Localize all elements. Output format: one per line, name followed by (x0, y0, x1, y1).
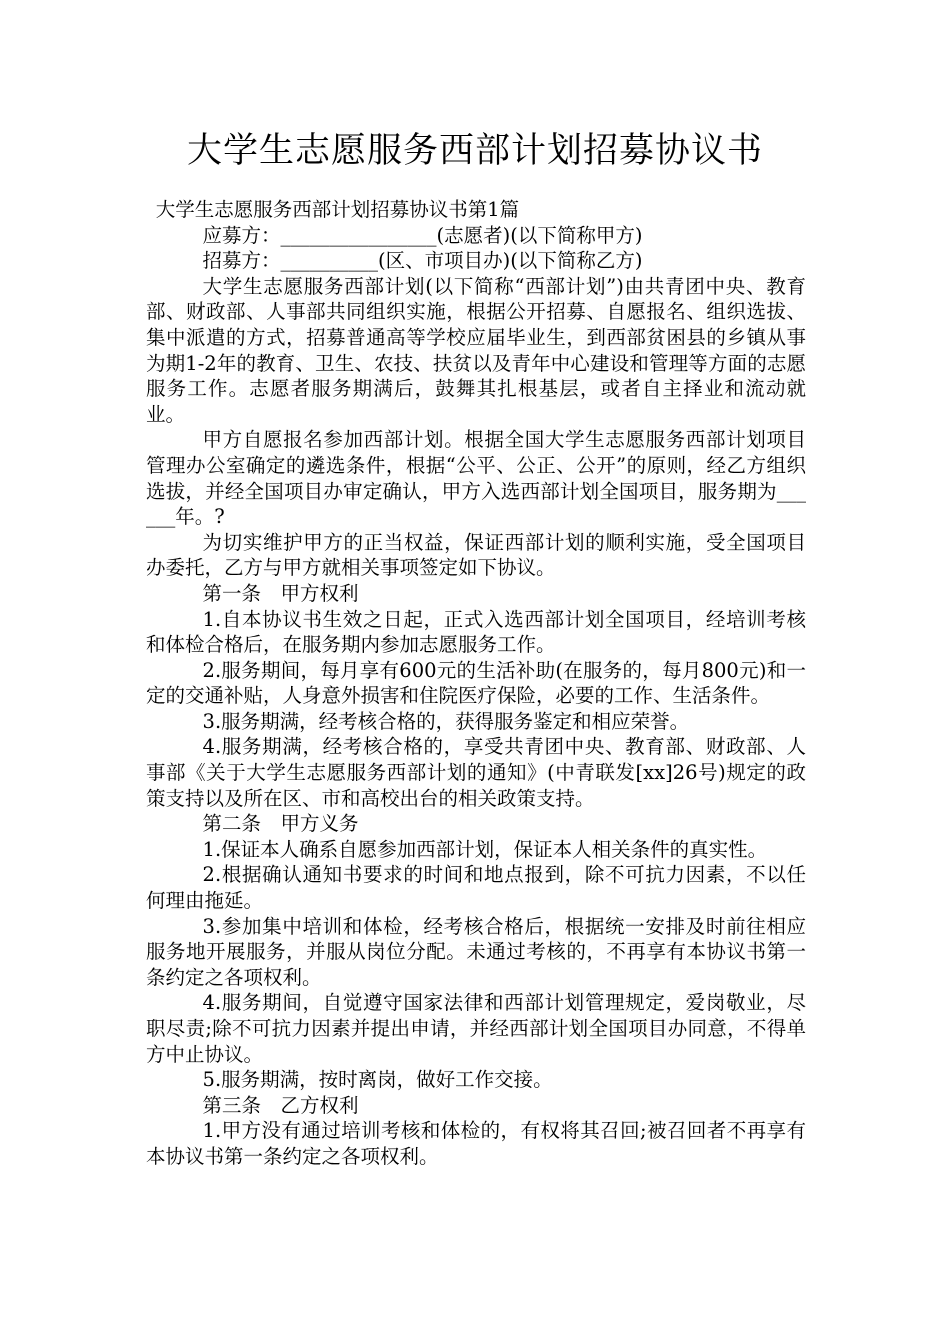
clause-2-3: 3.参加集中培训和体检，经考核合格后，根据统一安排及时前往相应服务地开展服务，并服从岗位分配。未通过考核的，不再享有本协议书第一条约定之各项权利。 (146, 914, 806, 989)
clause-1-4: 4.服务期满，经考核合格的，享受共青团中央、教育部、财政部、人事部《关于大学生志愿服务西部计划的通知》(中青联发[xx]26号)规定的政策支持以及所在区、市和高校出台的相关政策支持。 (146, 735, 806, 810)
party-b-line: 招募方：__________(区、市项目办)(以下简称乙方) (202, 249, 643, 273)
article-heading-1: 第一条 甲方权利 (202, 581, 359, 605)
document-subtitle: 大学生志愿服务西部计划招募协议书第1篇 (155, 198, 520, 221)
article-heading-2: 第二条 甲方义务 (202, 812, 359, 836)
document-body (146, 197, 806, 1170)
clause-1-3: 3.服务期满，经考核合格的，获得服务鉴定和相应荣誉。 (202, 709, 690, 733)
clause-2-4: 4.服务期间，自觉遵守国家法律和西部计划管理规定，爱岗敬业，尽职尽责;除不可抗力因素并提出申请，并经西部计划全国项目办同意，不得单方中止协议。 (146, 991, 806, 1066)
clause-3-1: 1.甲方没有通过培训考核和体检的，有权将其召回;被召回者不再享有本协议书第一条约定之各项权利。 (146, 1119, 806, 1168)
document-title: 大学生志愿服务西部计划招募协议书 (186, 131, 763, 171)
clause-2-1: 1.保证本人确系自愿参加西部计划，保证本人相关条件的真实性。 (202, 837, 768, 861)
paragraph-purpose: 为切实维护甲方的正当权益，保证西部计划的顺利实施，受全国项目办委托，乙方与甲方就相关事项签定如下协议。 (146, 530, 806, 580)
clause-2-5: 5.服务期满，按时离岗，做好工作交接。 (202, 1068, 553, 1092)
party-a-line: 应募方：________________(志愿者)(以下简称甲方) (202, 223, 643, 247)
clause-2-2: 2.根据确认通知书要求的时间和地点报到，除不可抗力因素，不以任何理由拖延。 (146, 863, 806, 913)
paragraph-selection: 甲方自愿报名参加西部计划。根据全国大学生志愿服务西部计划项目管理办公室确定的遴选条件，根据“公平、公正、公开”的原则，经乙方组织选拔，并经全国项目办审定确认，甲方入选西部计划全国项目，服务期为______年。? (146, 428, 806, 529)
clause-1-1: 1.自本协议书生效之日起，正式入选西部计划全国项目，经培训考核和体检合格后，在服务期内参加志愿服务工作。 (146, 607, 806, 657)
article-heading-3: 第三条 乙方权利 (202, 1093, 359, 1117)
clause-1-2: 2.服务期间，每月享有600元的生活补助(在服务的，每月800元)和一定的交通补贴，人身意外损害和住院医疗保险，必要的工作、生活条件。 (146, 658, 806, 708)
paragraph-intro: 大学生志愿服务西部计划(以下简称“西部计划”)由共青团中央、教育部、财政部、人事部共同组织实施，根据公开招募、自愿报名、组织选拔、集中派遣的方式，招募普通高等学校应届毕业生，到西部贫困县的乡镇从事为期1-2年的教育、卫生、农技、扶贫以及青年中心建设和管理等方面的志愿服务工作。志愿者服务期满后，鼓舞其扎根基层，或者自主择业和流动就业。 (146, 274, 806, 426)
